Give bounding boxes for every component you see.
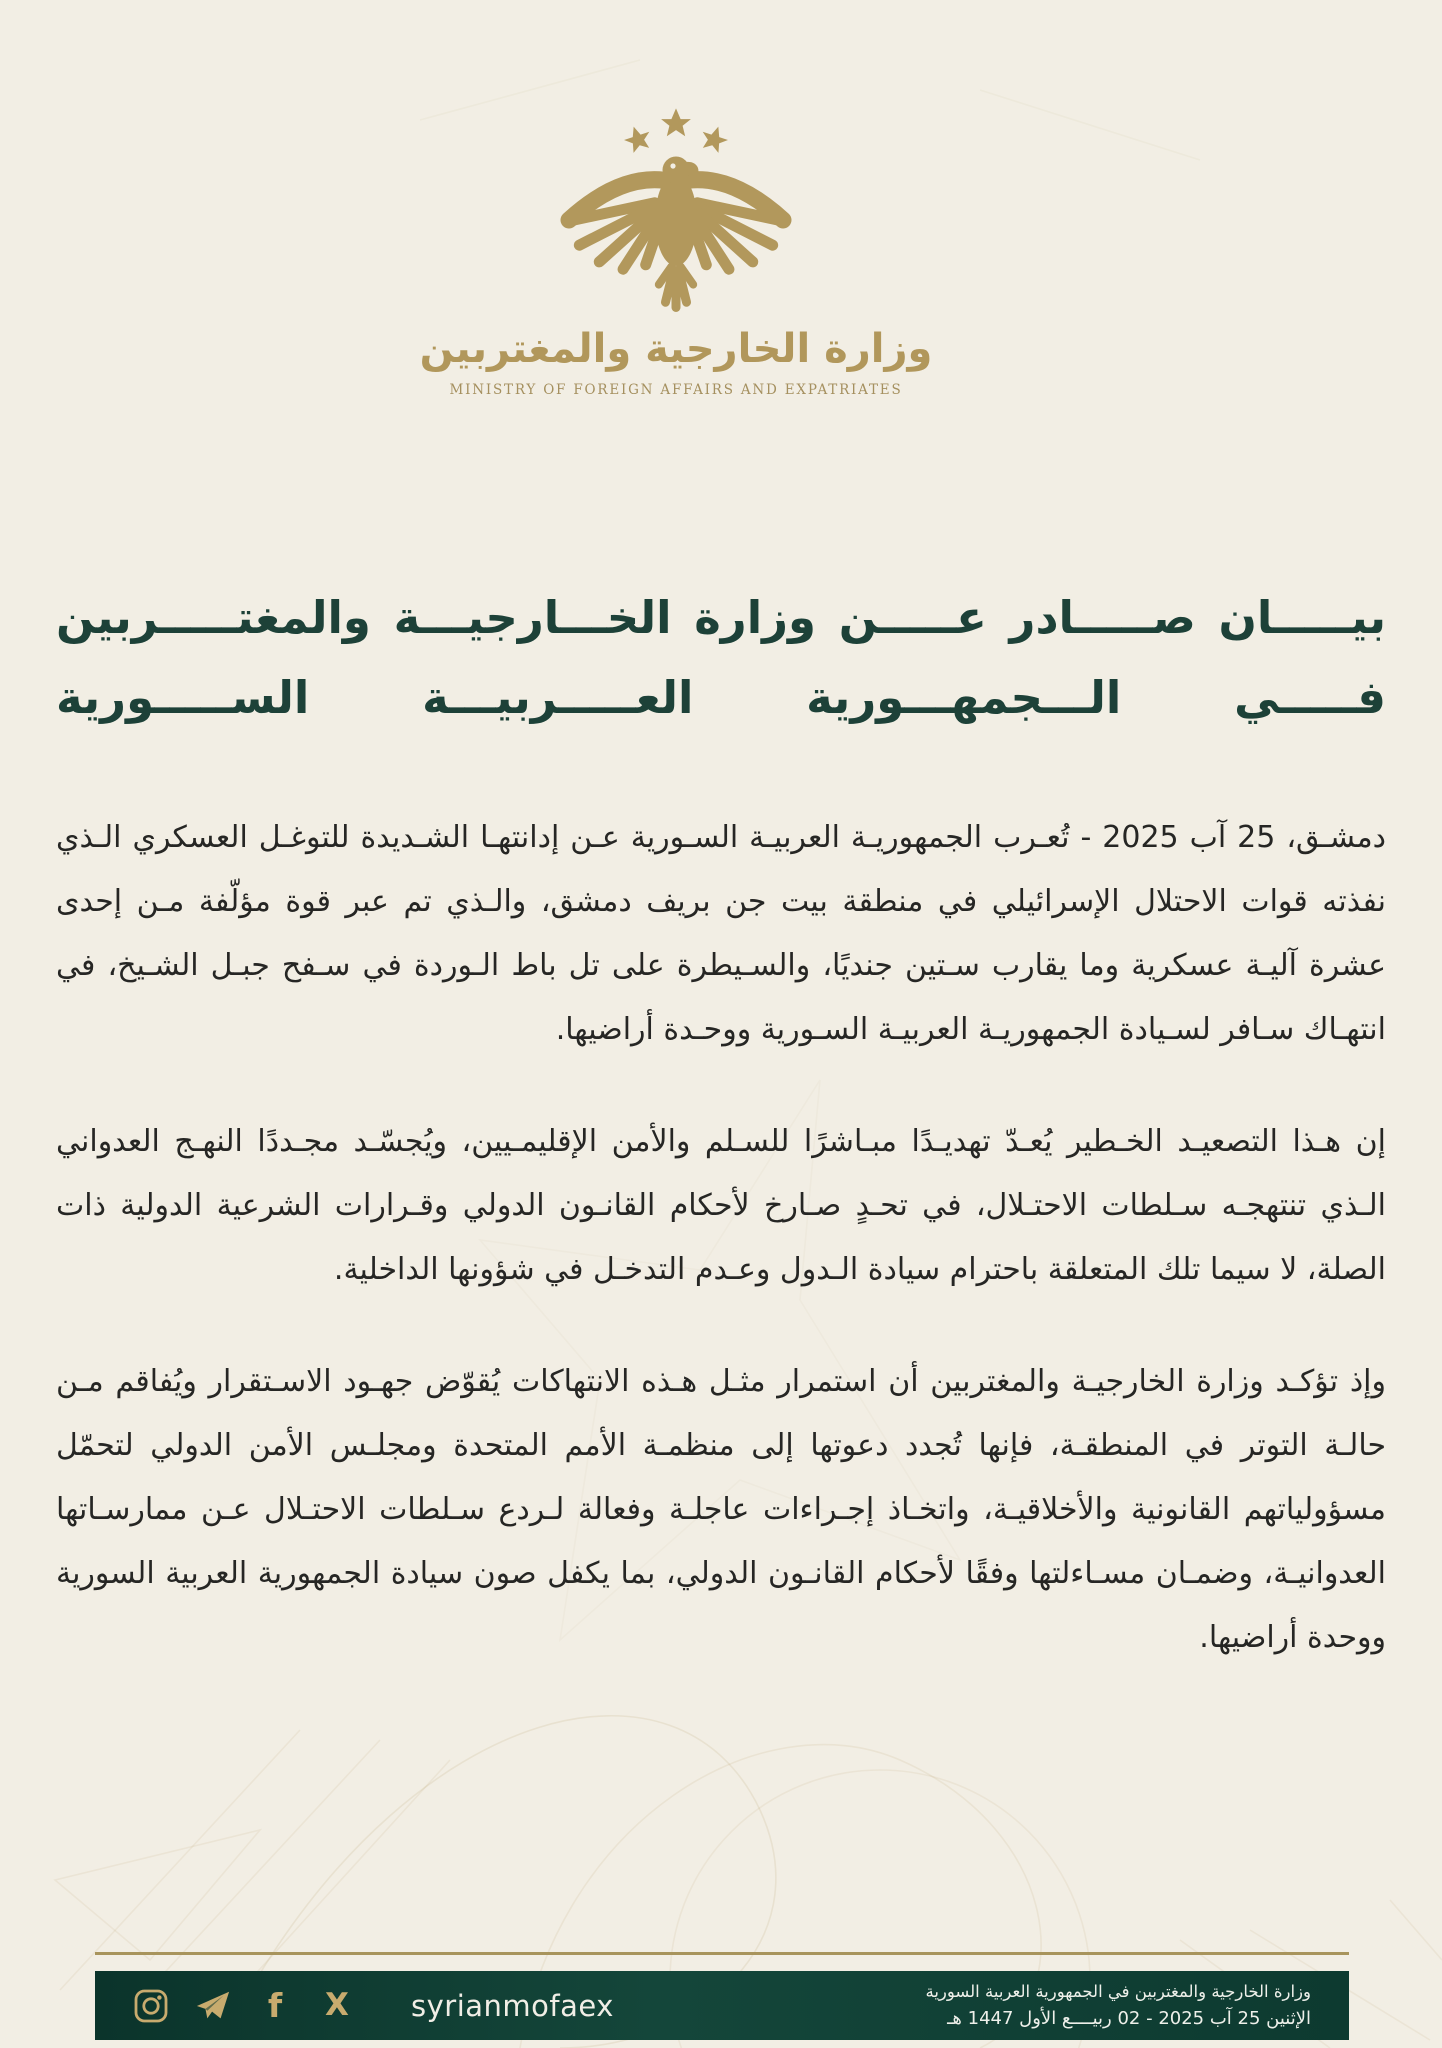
ministry-caption-en: MINISTRY OF FOREIGN AFFAIRS AND EXPATRIATES [449,382,903,398]
statement-paragraph-3: وإذ تؤكـد وزارة الخارجيـة والمغتربين أن استمرار مثـل هـذه الانتهاكات يُقوّض جهـود الاسـتقرار ويُفاقم مـن حالـة التوتر في المنطقـة، فإنها تُجدد دعوتها إلى منظمـة الأمم المتحدة ومجلـس الأمن الدولي لتحمّل مسؤولياتهم القانونية والأخلاقيـة، واتخـاذ إجـراءات عاجلـة وفعالة لـردع سـلطات الاحتـلال عـن ممارسـاتها العدوانيـة، وضمـان مسـاءلتها وفقًا لأحكام القانـون الدولي، بما يكفل صون سيادة الجمهورية العربية السورية ووحدة أراضيها. [56,1364,1386,1655]
footer-bar [95,1971,1349,2040]
footer-date-line: الإثنين 25 آب 2025 - 02 ربيــــع الأول 1447 هـ [947,2008,1311,2029]
x-icon[interactable]: X [325,1987,349,2023]
footer-ministry-info [925,1982,1311,2029]
statement-paragraph-1: دمشـق، 25 آب 2025 - تُعـرب الجمهوريـة العربيـة السـورية عـن إدانتهـا الشـديدة للتوغـل العسكري الـذي نفذته قوات الاحتلال الإسرائيلي في منطقة بيت جن بريف دمشق، والـذي تم عبر قوة مؤلّفة مـن إحدى عشرة آليـة عسكرية وما يقارب سـتين جنديًا، والسـيطرة على تل باط الـوردة في سـفح جبـل الشـيخ، في انتهـاك سـافر لسـيادة الجمهوريـة العربيـة السـورية ووحـدة أراضيها. [56,820,1386,1047]
statement-paragraph-2: إن هـذا التصعيـد الخـطير يُعـدّ تهديـدًا مبـاشرًا للسـلم والأمن الإقليمـيين، ويُجسّـد مجـددًا النهـج العدواني الـذي تنتهجـه سـلطات الاحتـلال، في تحـدٍ صـارخ لأحكام القانـون الدولي وقـرارات الشرعية الدولية ذات الصلة، لا سيما تلك المتعلقة باحترام سيادة الـدول وعـدم التدخـل في شؤونها الداخلية. [56,1124,1386,1287]
telegram-icon[interactable] [195,1988,231,2024]
statement-body [56,806,1386,1718]
statement-headline [56,578,1386,738]
footer-divider [95,1952,1349,1955]
instagram-icon[interactable] [133,1988,169,2024]
emblem-stars [621,108,731,154]
social-links [133,1988,614,2024]
headline-line-1: بيـــــان صـــــادر عـــــن وزارة الخـــارجيـــة والمغتـــــربين [56,591,1386,644]
eagle-emblem [546,108,806,320]
footer-ministry-line: وزارة الخارجية والمغتربين في الجمهورية العربية السورية [925,1982,1311,2001]
facebook-icon[interactable]: f [267,1986,283,2025]
social-handle[interactable]: syrianmofaex [411,1988,614,2023]
ministry-calligraphy: وزارة الخارجية والمغتربين [419,326,933,372]
ministry-header [0,108,1397,398]
headline-line-2: فـــــي الـــجمهـــورية العـــــربيـــة الســـــورية [56,671,1386,724]
